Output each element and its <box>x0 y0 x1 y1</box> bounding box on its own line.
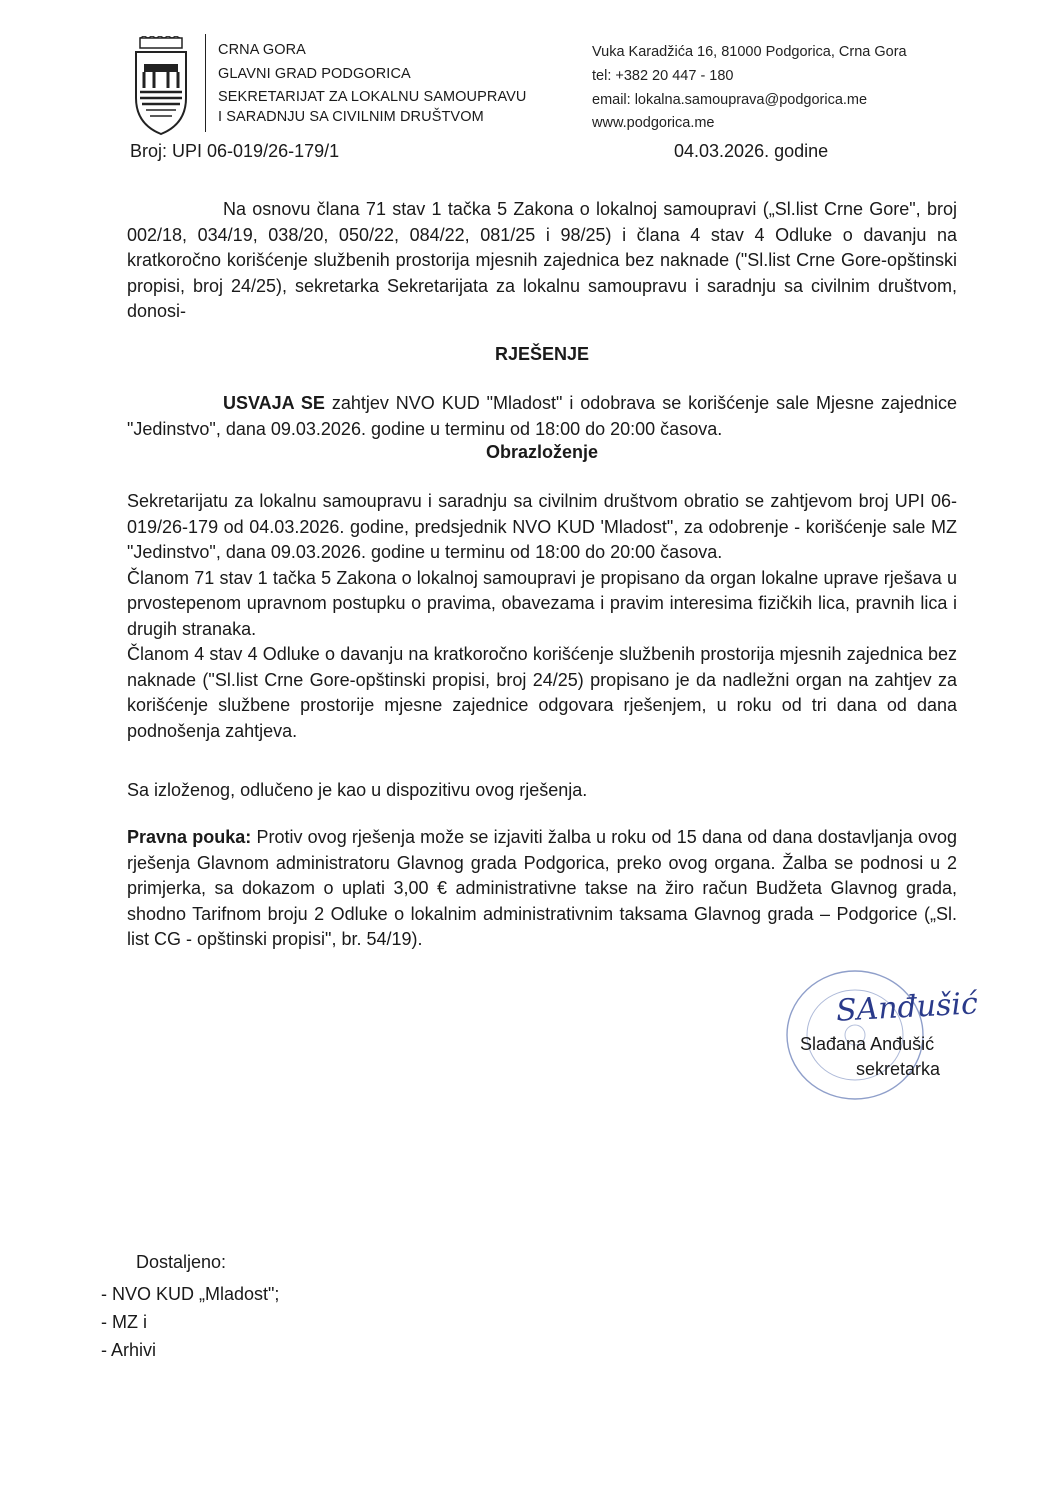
document-date: 04.03.2026. godine <box>674 141 829 161</box>
delivery-item: - Arhivi <box>101 1340 157 1360</box>
org-line: SEKRETARIJAT ZA LOKALNU SAMOUPRAVU <box>218 89 527 105</box>
phone: tel: +382 20 447 - 180 <box>592 68 734 84</box>
decision-bold: USVAJA SE <box>223 393 325 413</box>
decision-paragraph <box>127 391 957 442</box>
email: email: lokalna.samouprava@podgorica.me <box>592 92 868 108</box>
organization-header <box>218 38 527 125</box>
website: www.podgorica.me <box>592 115 715 131</box>
delivery-item: - MZ i <box>101 1312 147 1332</box>
legal-bold: Pravna pouka: <box>127 827 252 847</box>
intro-paragraph: Na osnovu člana 71 stav 1 tačka 5 Zakona o lokalnoj samoupravi („Sl.list Crne Gore", broj 002/18, 034/19, 038/20, 050/22, 084/22, 081/25 i 98/25) i člana 4 stav 4 Odluke o davanju na kratkoročno korišćenje službenih prostorija mjesnih zajednica bez naknade ("Sl.list Crne Gore-opštinski propisi, broj 24/25), sekretarka Sekretarijata za lokalnu samoupravu i saradnju sa civilnim društvom, donosi- <box>127 199 957 321</box>
legal-text: Protiv ovog rješenja može se izjaviti žalba u roku od 15 dana od dana dostavljanja ovog rješenja Glavnom administratoru Glavnog grada Podgorica, preko ovog organa. Žalba se podnosi u 2 primjerka, sa dokazom o uplati 3,00 € administrativne takse na žiro račun Budžeta Glavnog grada, shodno Tarifnom broju 2 Odluke o lokalnim administrativnim taksama Glavnog grada – Podgorice („Sl. list CG - opštinski propisi", br. 54/19). <box>127 827 957 949</box>
city-crest-logo <box>130 36 192 136</box>
handwritten-signature: SAnđušić <box>835 986 979 1029</box>
contact-info <box>592 40 907 134</box>
signatory-role: sekretarka <box>856 1059 941 1079</box>
address: Vuka Karadžića 16, 81000 Podgorica, Crna Gora <box>592 44 907 60</box>
conclusion: Sa izloženog, odlučeno je kao u dispozitivu ovog rješenja. <box>127 780 588 800</box>
explanation-body <box>127 489 957 744</box>
legal-instruction <box>127 825 957 953</box>
org-line: CRNA GORA <box>218 42 306 58</box>
header-divider <box>205 34 206 132</box>
delivery-item: - NVO KUD „Mladost"; <box>101 1284 280 1304</box>
explanation-paragraph: Sekretarijatu za lokalnu samoupravu i saradnju sa civilnim društvom obratio se zahtjevom broj UPI 06-019/26-179 od 04.03.2026. godine, predsjednik NVO KUD 'Mladost", za odobrenje - korišćenje sale MZ "Jedinstvo", dana 09.03.2026. godine u terminu od 18:00 do 20:00 časova. <box>127 491 957 562</box>
decision-text: zahtjev NVO KUD "Mladost" i odobrava se korišćenje sale Mjesne zajednice "Jedinstvo", dana 09.03.2026. godine u terminu od 18:00 do 20:00 časova. <box>127 393 957 439</box>
delivery-title: Dostaljeno: <box>136 1252 227 1272</box>
explanation-paragraph: Članom 71 stav 1 tačka 5 Zakona o lokalnoj samoupravi je propisano da organ lokalne uprave rješava u prvostepenom upravnom postupku o pravima, obavezama i pravim interesima fizičkih lica, pravnih lica i drugih stranaka. <box>127 567 957 639</box>
explanation-paragraph: Članom 4 stav 4 Odluke o davanju na kratkoročno korišćenje službenih prostorija mjesnih zajednica bez naknade ("Sl.list Crne Gore-opštinski propisi, broj 24/25) propisano je da nadležni organ na zahtjev za korišćenje službene prostorije mjesne zajednice odgovara rješenjem, u roku od tri dana od dana podnošenja zahtjeva. <box>127 644 957 741</box>
org-line: GLAVNI GRAD PODGORICA <box>218 66 411 82</box>
org-line: I SARADNJU SA CIVILNIM DRUŠTVOM <box>218 109 484 125</box>
document-title: RJEŠENJE <box>494 344 590 364</box>
delivery-list <box>101 1280 279 1364</box>
reference-number: Broj: UPI 06-019/26-179/1 <box>130 141 340 161</box>
explanation-title: Obrazloženje <box>485 442 599 462</box>
signatory-name: Slađana Anđušić <box>800 1034 935 1054</box>
